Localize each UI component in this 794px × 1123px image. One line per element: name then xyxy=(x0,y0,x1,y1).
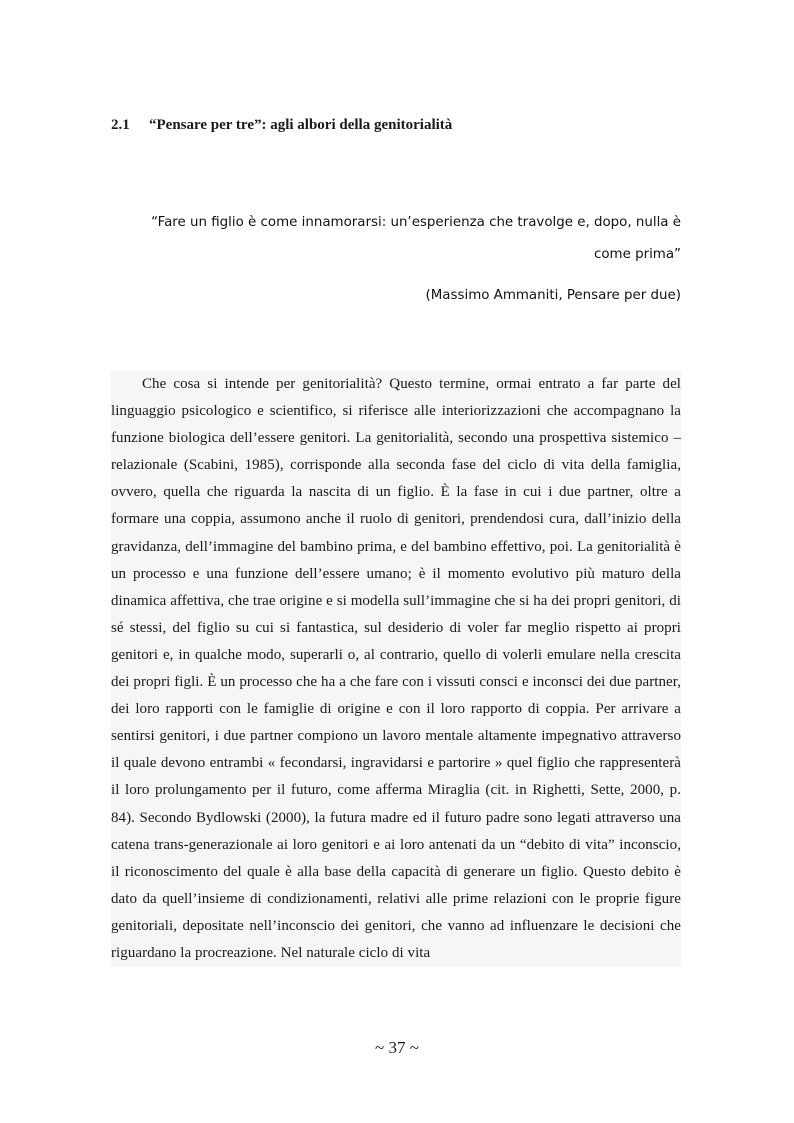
section-title: “Pensare per tre”: agli albori della genitorialità xyxy=(149,117,453,133)
epigraph-quote: “Fare un figlio è come innamorarsi: un’esperienza che travolge e, dopo, nulla è come prima” xyxy=(151,215,681,262)
section-heading xyxy=(111,114,691,136)
page-number: ~ 37 ~ xyxy=(375,1038,419,1057)
body-paragraph: Che cosa si intende per genitorialità? Questo termine, ormai entrato a far parte del linguaggio psicologico e scientifico, si riferisce alle interiorizzazioni che accompagnano la funzione biologica dell’essere genitori. La genitorialità, secondo una prospettiva sistemico – relazionale (Scabini, 1985), corrisponde alla seconda fase del ciclo di vita della famiglia, ovvero, quella che riguarda la nascita di un figlio. È la fase in cui i due partner, oltre a formare una coppia, assumono anche il ruolo di genitori, prendendosi cura, dall’inizio della gravidanza, dell’immagine del bambino prima, e del bambino effettivo, poi. La genitorialità è un processo e una funzione dell’essere umano; è il momento evolutivo più maturo della dinamica affettiva, che trae origine e si modella sull’immagine che si ha dei propri genitori, di sé stessi, del figlio su cui si fantastica, sul desiderio di voler far meglio rispetto ai propri genitori e, in qualche modo, superarli o, al contrario, quello di volerli emulare nella crescita dei propri figli. È un processo che ha a che fare con i vissuti consci e inconsci dei due partner, dei loro rapporti con le famiglie di origine e con il loro rapporto di coppia. Per arrivare a sentirsi genitori, i due partner compiono un lavoro mentale altamente impegnativo attraverso il quale devono entrambi « fecondarsi, ingravidarsi e partorire » quel figlio che rappresenterà il loro prolungamento per il futuro, come afferma Miraglia (cit. in Righetti, Sette, 2000, p. 84). Secondo Bydlowski (2000), la futura madre ed il futuro padre sono legati attraverso una catena trans-generazionale ai loro genitori e ai loro antenati da un “debito di vita” inconscio, il riconoscimento del quale è alla base della capacità di generare un figlio. Questo debito è dato da quell’insieme di condizionamenti, relativi alle prime relazioni con le proprie figure genitoriali, depositate nell’inconscio dei genitori, che vanno ad influenzare le decisioni che riguardano la procreazione. Nel naturale ciclo di vita xyxy=(111,376,681,961)
body-text-block xyxy=(111,371,681,967)
section-number: 2.1 xyxy=(111,117,130,133)
epigraph-source: (Massimo Ammaniti, Pensare per due) xyxy=(425,288,681,303)
